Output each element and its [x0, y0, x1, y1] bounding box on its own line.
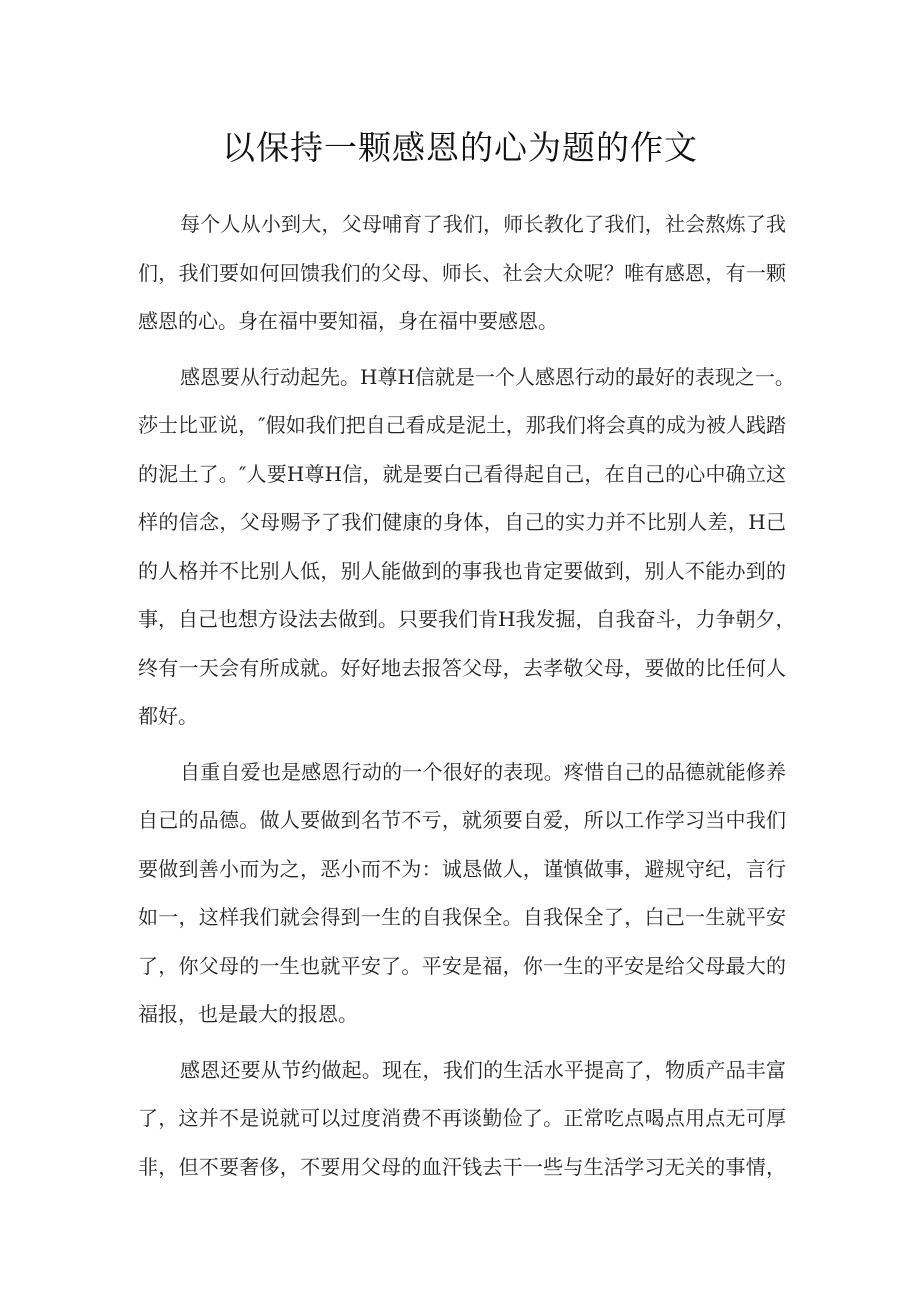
paragraph-line: 们，我们要如何回馈我们的父母、师长、社会大众呢？唯有感恩，有一颗 — [138, 260, 786, 285]
paragraph-line: 莎士比亚说，″假如我们把自己看成是泥土，那我们将会真的成为被人践踏 — [138, 413, 786, 437]
paragraph-line: 每个人从小到大，父母哺育了我们，师长教化了我们，社会熬炼了我 — [180, 212, 786, 236]
paragraph-line: 自重自爱也是感恩行动的一个很好的表现。疼惜自己的品德就能修养 — [180, 759, 786, 784]
paragraph-line: 感恩的心。身在福中要知福，身在福中要感恩。 — [138, 309, 558, 333]
paragraph-line: 要做到善小而为之，恶小而不为：诚恳做人，谨慎做事，避规守纪，言行 — [138, 856, 786, 881]
paragraph-line: 事，自己也想方设法去做到。只要我们肯H我发掘，自我奋斗，力争朝夕， — [138, 607, 796, 631]
paragraph-2 — [138, 353, 796, 741]
paragraph-line: 终有一天会有所成就。好好地去报答父母，去孝敬父母，要做的比任何人 — [138, 655, 786, 680]
document-title: 以保持一颗感恩的心为题的作文 — [222, 128, 698, 167]
paragraph-line: 福报，也是最大的报恩。 — [138, 1002, 358, 1026]
paragraph-line: 样的信念，父母赐予了我们健康的身体，自己的实力并不比别人差，H己 — [138, 510, 786, 534]
paragraph-line: 都好。 — [138, 704, 198, 728]
paragraph-line: 了，这并不是说就可以过度消费不再谈勤俭了。正常吃点喝点用点无可厚 — [138, 1106, 786, 1130]
paragraph-line: 自己的品德。做人要做到名节不亏，就须要自爱，所以工作学习当中我们 — [138, 808, 786, 832]
paragraph-line: 如一，这样我们就会得到一生的自我保全。自我保全了，白己一生就平安 — [138, 905, 786, 929]
paragraph-line: 感恩要从行动起先。H尊H信就是一个人感恩行动的最好的表现之一。 — [180, 364, 795, 389]
paragraph-4 — [138, 1046, 786, 1192]
paragraph-line: 的人格并不比别人低，别人能做到的事我也肯定要做到，别人不能办到的 — [138, 558, 786, 583]
paragraph-line: 非，但不要奢侈，不要用父母的血汗钱去干一些与生活学习无关的事情， — [138, 1154, 786, 1179]
paragraph-line: 的泥土了。″人要H尊H信，就是要白己看得起自己，在自己的心中确立这 — [138, 461, 786, 486]
document-body — [138, 200, 796, 1198]
paragraph-line: 感恩还要从节约做起。现在，我们的生活水平提高了，物质产品丰富 — [180, 1057, 786, 1082]
paragraph-3 — [138, 748, 786, 1039]
paragraph-1 — [138, 200, 786, 346]
paragraph-line: 了，你父母的一生也就平安了。平安是福，你一生的平安是给父母最大的 — [138, 953, 786, 978]
